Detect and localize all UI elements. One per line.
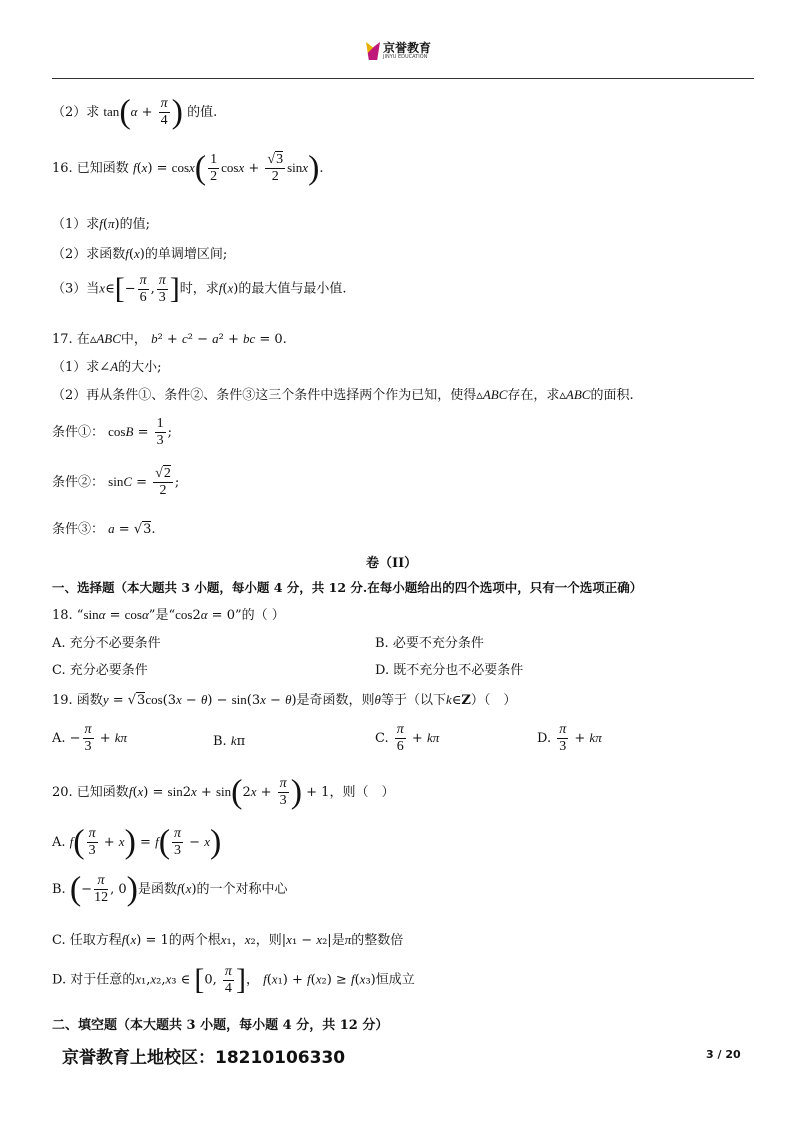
q19-option-a: A. − $\frac{\pi}{3}$ + kπ [52,722,128,754]
q18-option-a: A. 充分不必要条件 [52,636,161,651]
q18-stem: 18. “sinα = cosα”是“cos2α = 0”的（ ） [52,607,285,623]
volume-2-title: 卷（II） [366,556,418,571]
logo [366,42,431,60]
q16-part3: （3）当x∈[− $\frac{\pi}{6}$ , $\frac{\pi}{3}$ ]时，求f(x)的最大值与最小值. [52,272,347,305]
q18-option-c: C. 充分必要条件 [52,663,148,678]
q19-option-b: B. kπ [213,733,246,749]
q19-stem: 19. 函数y = √3cos(3x − θ) − sin(3x − θ)是奇函数，则θ等于（以下k∈Z）（ ） [52,692,517,708]
q20-stem: 20. 已知函数f(x) = sin2x + sin(2x + $\frac{\pi}{3}$ ) + 1，则（ ） [52,773,395,811]
q19-option-c: C. $\frac{\pi}{6}$ + kπ [375,722,440,754]
section-2-heading: 二、填空题（本大题共 3 小题，每小题 4 分，共 12 分） [52,1018,389,1033]
condition-2: 条件②： sinC = $\frac{√2}{2}$ ; [52,466,180,498]
footer-contact: 京誉教育上地校区：18210106330 [62,1048,346,1068]
logo-subtext: JINYU EDUCATION [383,54,428,60]
condition-1: 条件①： cosB = $\frac{1}{3}$ ; [52,416,173,448]
section-1-heading: 一、选择题（本大题共 3 小题，每小题 4 分，共 12 分.在每小题给出的四个选项中，只有一个选项正确） [52,580,643,595]
logo-mark-icon [366,42,380,60]
q18-option-d: D. 既不充分也不必要条件 [375,663,524,678]
q20-option-a: A. f( $\frac{\pi}{3}$ + x) = f( $\frac{\pi}{3}$ − x) [52,823,222,861]
q19-option-d: D. $\frac{\pi}{3}$ + kπ [537,722,602,754]
q17-part1: （1）求∠A的大小; [52,359,162,375]
q17-part2: （2）再从条件①、条件②、条件③这三个条件中选择两个作为已知，使得▵ABC存在，求▵ABC的面积. [52,387,634,403]
q17-stem: 17. 在▵ABC中， b² + c² − a² + bc = 0. [52,331,287,347]
page-number: 3 / 20 [706,1048,741,1061]
q20-option-c: C. 任取方程f(x) = 1的两个根x₁，x₂，则|x₁ − x₂|是π的整数倍 [52,932,404,948]
q16-stem: 16. 已知函数 f(x) = cosx( $\frac{1}{2}$ cosx + $\frac{√3}{2}$ sinx). [52,149,324,187]
condition-3: 条件③： a = √3. [52,521,156,537]
q15-part2: （2）求 tan(α + $\frac{\pi}{4}$ ) 的值. [52,93,218,131]
q20-option-d: D. 对于任意的x₁,x₂,x₃ ∈ [0, $\frac{\pi}{4}$ ]， f(x₁) + f(x₂) ≥ f(x₃)恒成立 [52,963,415,996]
q16-part1: （1）求f(π)的值; [52,216,150,232]
logo-text: 京誉教育 [383,41,432,55]
q18-option-b: B. 必要不充分条件 [375,636,484,651]
header-rule [52,78,754,79]
q20-option-b: B. (− $\frac{\pi}{12}$ , 0)是函数f(x)的一个对称中心 [52,870,288,908]
q16-part2: （2）求函数f(x)的单调增区间; [52,246,228,262]
